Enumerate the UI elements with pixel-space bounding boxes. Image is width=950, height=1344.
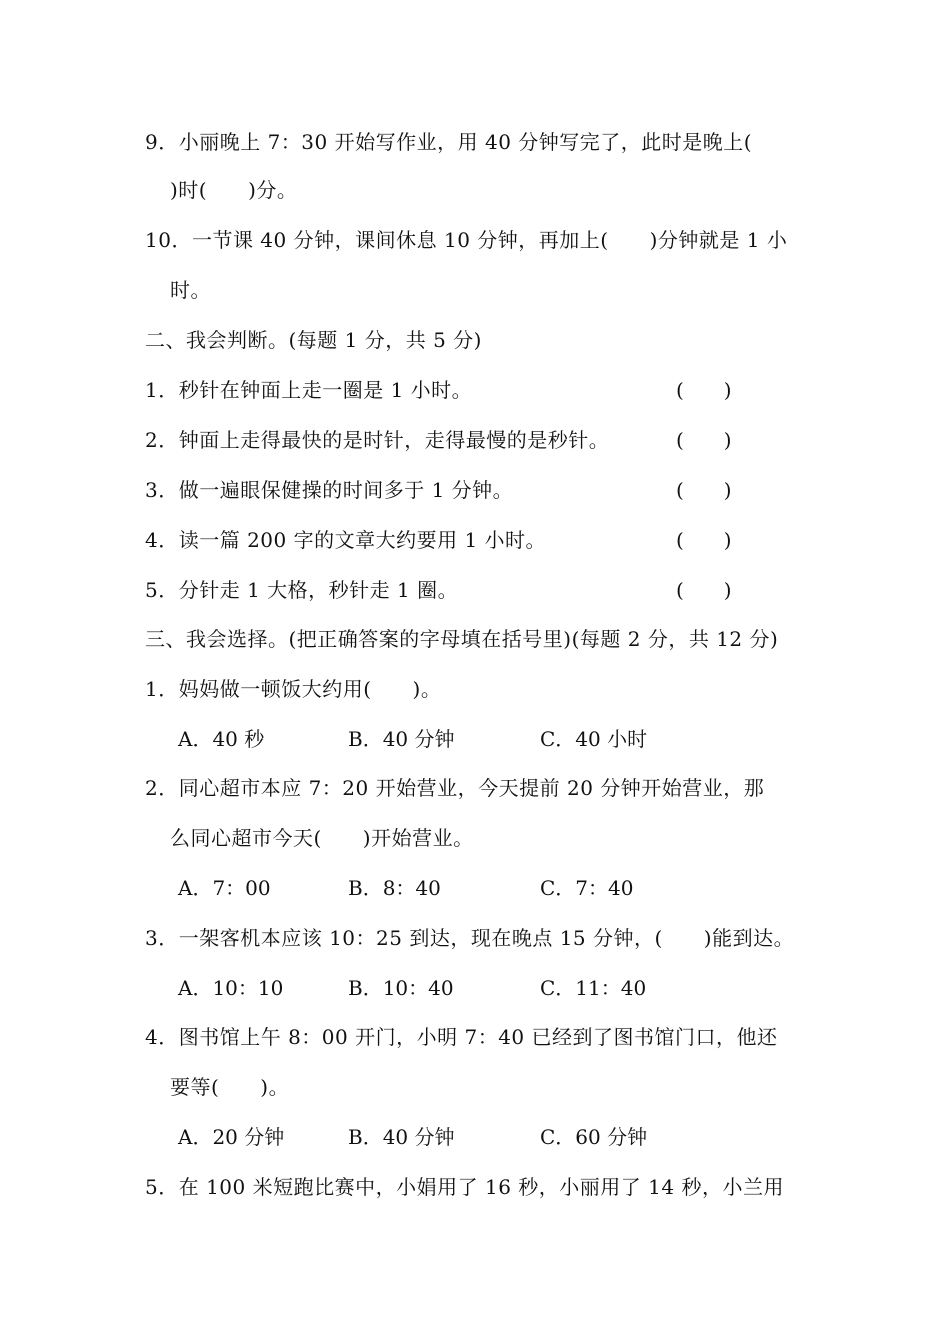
choice-q2-option-b: B．8：40 xyxy=(348,876,441,900)
choice-q3-option-b: B．10：40 xyxy=(348,976,454,1000)
choice-q4-option-a: A．20 分钟 xyxy=(178,1125,285,1149)
judge-blank-4: ( ) xyxy=(676,528,732,552)
judge-item-2: 2．钟面上走得最快的是时针，走得最慢的是秒针。 xyxy=(145,428,610,452)
choice-q3-option-a: A．10：10 xyxy=(178,976,284,1000)
choice-q5-stem-line-1: 5．在 100 米短跑比赛中，小娟用了 16 秒，小丽用了 14 秒，小兰用 xyxy=(145,1175,784,1199)
judge-blank-5: ( ) xyxy=(676,578,732,602)
choice-q4-stem-line-1: 4．图书馆上午 8：00 开门，小明 7：40 已经到了图书馆门口，他还 xyxy=(145,1025,778,1049)
question-9-line-2: )时( )分。 xyxy=(170,178,298,202)
choice-q2-option-a: A．7：00 xyxy=(178,876,271,900)
question-10-line-2: 时。 xyxy=(170,278,211,302)
question-10-line-1: 10．一节课 40 分钟，课间休息 10 分钟，再加上( )分钟就是 1 小 xyxy=(145,228,788,252)
choice-q4-option-b: B．40 分钟 xyxy=(348,1125,455,1149)
choice-q2-stem-line-1: 2．同心超市本应 7：20 开始营业，今天提前 20 分钟开始营业，那 xyxy=(145,776,765,800)
choice-q1-option-a: A．40 秒 xyxy=(178,727,265,751)
choice-q2-option-c: C．7：40 xyxy=(540,876,634,900)
judge-item-5: 5．分针走 1 大格，秒针走 1 圈。 xyxy=(145,578,459,602)
choice-q3-stem: 3．一架客机本应该 10：25 到达，现在晚点 15 分钟，( )能到达。 xyxy=(145,926,795,950)
judge-item-1: 1．秒针在钟面上走一圈是 1 小时。 xyxy=(145,378,473,402)
question-9-line-1: 9．小丽晚上 7：30 开始写作业，用 40 分钟写完了，此时是晚上( xyxy=(145,130,753,154)
choice-q2-stem-line-2: 么同心超市今天( )开始营业。 xyxy=(170,826,474,850)
choice-q1-option-b: B．40 分钟 xyxy=(348,727,455,751)
judge-blank-3: ( ) xyxy=(676,478,732,502)
section-2-heading: 二、我会判断。(每题 1 分，共 5 分) xyxy=(145,328,482,352)
judge-blank-2: ( ) xyxy=(676,428,732,452)
section-3-heading: 三、我会选择。(把正确答案的字母填在括号里)(每题 2 分，共 12 分) xyxy=(145,627,779,651)
choice-q4-option-c: C．60 分钟 xyxy=(540,1125,648,1149)
choice-q1-stem: 1．妈妈做一顿饭大约用( )。 xyxy=(145,677,442,701)
judge-item-4: 4．读一篇 200 字的文章大约要用 1 小时。 xyxy=(145,528,547,552)
choice-q3-option-c: C．11：40 xyxy=(540,976,647,1000)
choice-q4-stem-line-2: 要等( )。 xyxy=(170,1075,290,1099)
judge-item-3: 3．做一遍眼保健操的时间多于 1 分钟。 xyxy=(145,478,514,502)
choice-q1-option-c: C．40 小时 xyxy=(540,727,648,751)
judge-blank-1: ( ) xyxy=(676,378,732,402)
